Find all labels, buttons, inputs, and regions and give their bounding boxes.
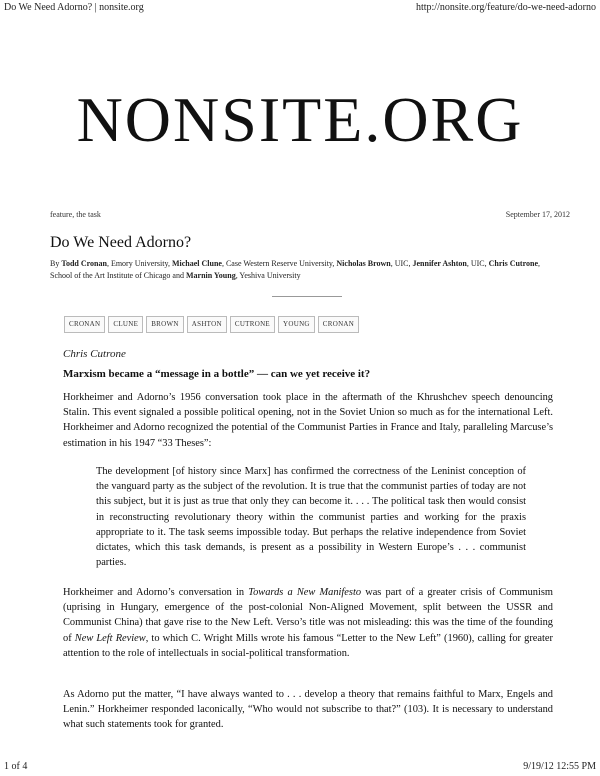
tab-young[interactable]: YOUNG bbox=[278, 316, 315, 333]
print-header-url: http://nonsite.org/feature/do-we-need-adorno bbox=[415, 2, 596, 13]
journal-title: New Left Review bbox=[74, 632, 146, 644]
author-byline bbox=[50, 258, 560, 282]
site-logo[interactable]: NONSITE.ORG bbox=[76, 84, 524, 155]
author-affiliation: , UIC, bbox=[390, 259, 413, 268]
author-name[interactable]: Marnin Young bbox=[185, 271, 236, 280]
author-affiliation: , School of the Art Institute of Chicago and bbox=[50, 259, 541, 280]
body-paragraph: Horkheimer and Adorno’s 1956 conversation took place in the aftermath of the Khrushchev speech denouncing Stalin. This event signaled a possible political opening, not in the Soviet Union so much as for the international Left. Horkheimer and Adorno recognized the potential of the Communist Parties in France and Italy, paralleling Marcuse’s estimation in his 1947 “33 Theses”: bbox=[63, 392, 553, 449]
tab-cronan-response[interactable]: CRONAN bbox=[318, 316, 359, 333]
author-name[interactable]: Michael Clune bbox=[171, 259, 222, 268]
author-affiliation: , Emory University, bbox=[106, 259, 172, 268]
author-affiliation: , Yeshiva University bbox=[235, 271, 301, 280]
author-name[interactable]: Jennifer Ashton bbox=[412, 259, 467, 268]
body-paragraph bbox=[63, 585, 553, 661]
page-count: 1 of 4 bbox=[4, 761, 28, 772]
text-run: Horkheimer and Adorno’s conversation in bbox=[63, 587, 249, 598]
author-tabs bbox=[64, 316, 359, 333]
tab-cutrone[interactable]: CUTRONE bbox=[230, 316, 275, 333]
author-name[interactable]: Todd Cronan bbox=[61, 259, 107, 268]
author-affiliation: , UIC, bbox=[466, 259, 489, 268]
tab-ashton[interactable]: ASHTON bbox=[187, 316, 227, 333]
block-quote: The development [of history since Marx] has confirmed the correctness of the Leninist conception of the vanguard party as the subject of the revolution. It is true that the communist parties of today are not this subject, but it is just as true that only they can become it. . . . The political task then would consist in reconstructing revolutionary theory within the communist parties and working for the praxis appropriate to it. The task seems impossible today. But perhaps the relative independence from Soviet dictates, which this task demands, is present as a possibility in Western Europe’s . . . communist parties. bbox=[96, 466, 526, 569]
body-paragraph: As Adorno put the matter, “I have always wanted to . . . develop a theory that remains faithful to Marx, Engels and Lenin.” Horkheimer responded laconically, “Who would not subscribe to that?” (103). It is necessary to understand what such statements took for granted. bbox=[63, 689, 553, 731]
text-run: , to which C. Wright Mills wrote his famous “Letter to the New Left” (1960), calling for greater attention to the role of intellectuals in social-political transformation. bbox=[63, 632, 553, 659]
tab-brown[interactable]: BROWN bbox=[146, 316, 184, 333]
byline-prefix: By bbox=[50, 259, 62, 268]
print-header-title: Do We Need Adorno? | nonsite.org bbox=[4, 2, 144, 13]
article-title: Do We Need Adorno? bbox=[50, 234, 192, 251]
author-name[interactable]: Chris Cutrone bbox=[488, 259, 539, 268]
section-subhead: Marxism became a “message in a bottle” — can we yet receive it? bbox=[63, 368, 371, 380]
print-timestamp: 9/19/12 12:55 PM bbox=[523, 761, 596, 772]
book-title: Towards a New Manifesto bbox=[248, 587, 362, 598]
author-affiliation: , Case Western Reserve University, bbox=[221, 259, 337, 268]
tab-cronan[interactable]: CRONAN bbox=[64, 316, 105, 333]
section-author: Chris Cutrone bbox=[63, 348, 126, 360]
article-categories[interactable]: feature, the task bbox=[50, 210, 101, 219]
tab-clune[interactable]: CLUNE bbox=[108, 316, 143, 333]
divider bbox=[272, 296, 342, 297]
article-date: September 17, 2012 bbox=[505, 210, 570, 219]
author-name[interactable]: Nicholas Brown bbox=[336, 259, 391, 268]
text-run: was part of a greater crisis of Communism (uprising in Hungary, emergence of the post-colonial Non-Aligned Movement, split between the USSR and Communist China) that gave rise to the New Left. Verso’s title was not misleading: this was the time of the founding of bbox=[63, 587, 554, 644]
